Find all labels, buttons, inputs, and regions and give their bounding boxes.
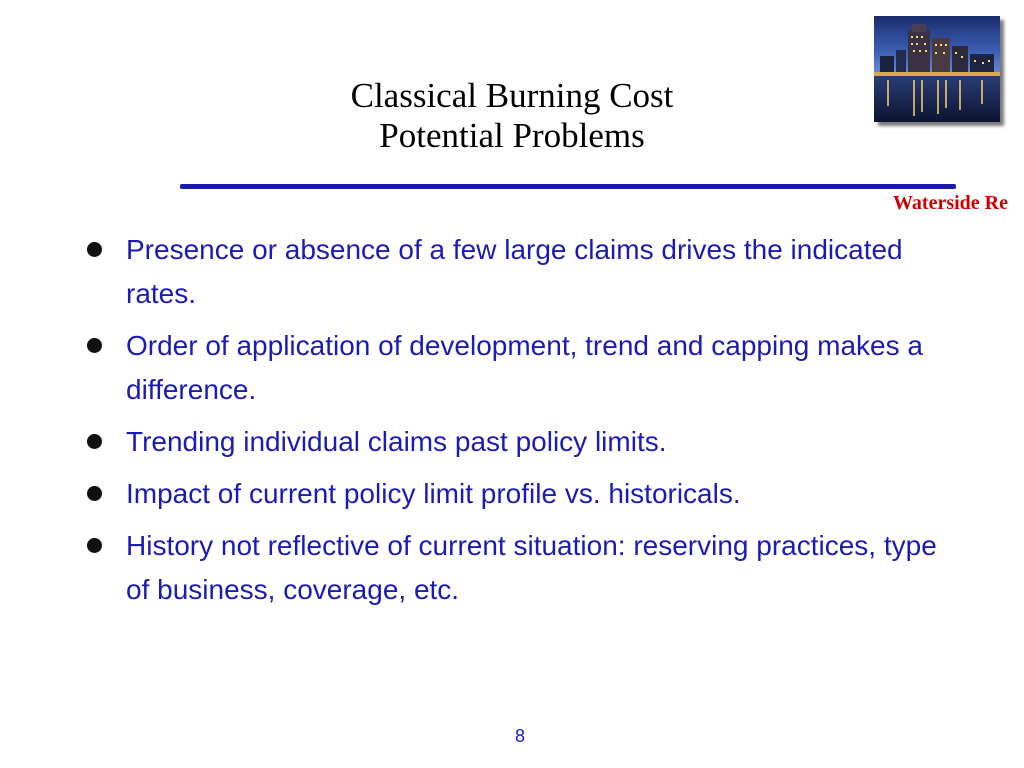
bullet-text: Impact of current policy limit profile vs. historicals. [126,478,741,509]
slide-title-line-2: Potential Problems [379,116,645,155]
bullet-text: History not reflective of current situation: reserving practices, type of business, coverage, etc. [126,530,937,605]
title-divider-rule [180,184,956,189]
bullet-dot-icon [87,338,102,353]
bullet-text: Trending individual claims past policy limits. [126,426,667,457]
bullet-item [84,420,964,464]
page-number: 8 [514,726,525,746]
bullet-dot-icon [87,538,102,553]
bullet-dot-icon [87,486,102,501]
city-waterfront-photo-icon [874,16,1000,122]
bullet-item [84,472,964,516]
bullet-dot-icon [87,242,102,257]
bullet-text: Presence or absence of a few large claims drives the indicated rates. [126,234,903,309]
slide-title-line-1: Classical Burning Cost [350,76,674,115]
brand-label: Waterside Re [893,192,1008,214]
bullet-text: Order of application of development, trend and capping makes a difference. [126,330,923,405]
slide-title [240,76,784,156]
bullet-item [84,524,964,612]
bullet-item [84,324,964,412]
bullet-item [84,228,964,316]
bullet-dot-icon [87,434,102,449]
bullet-list [84,228,964,620]
